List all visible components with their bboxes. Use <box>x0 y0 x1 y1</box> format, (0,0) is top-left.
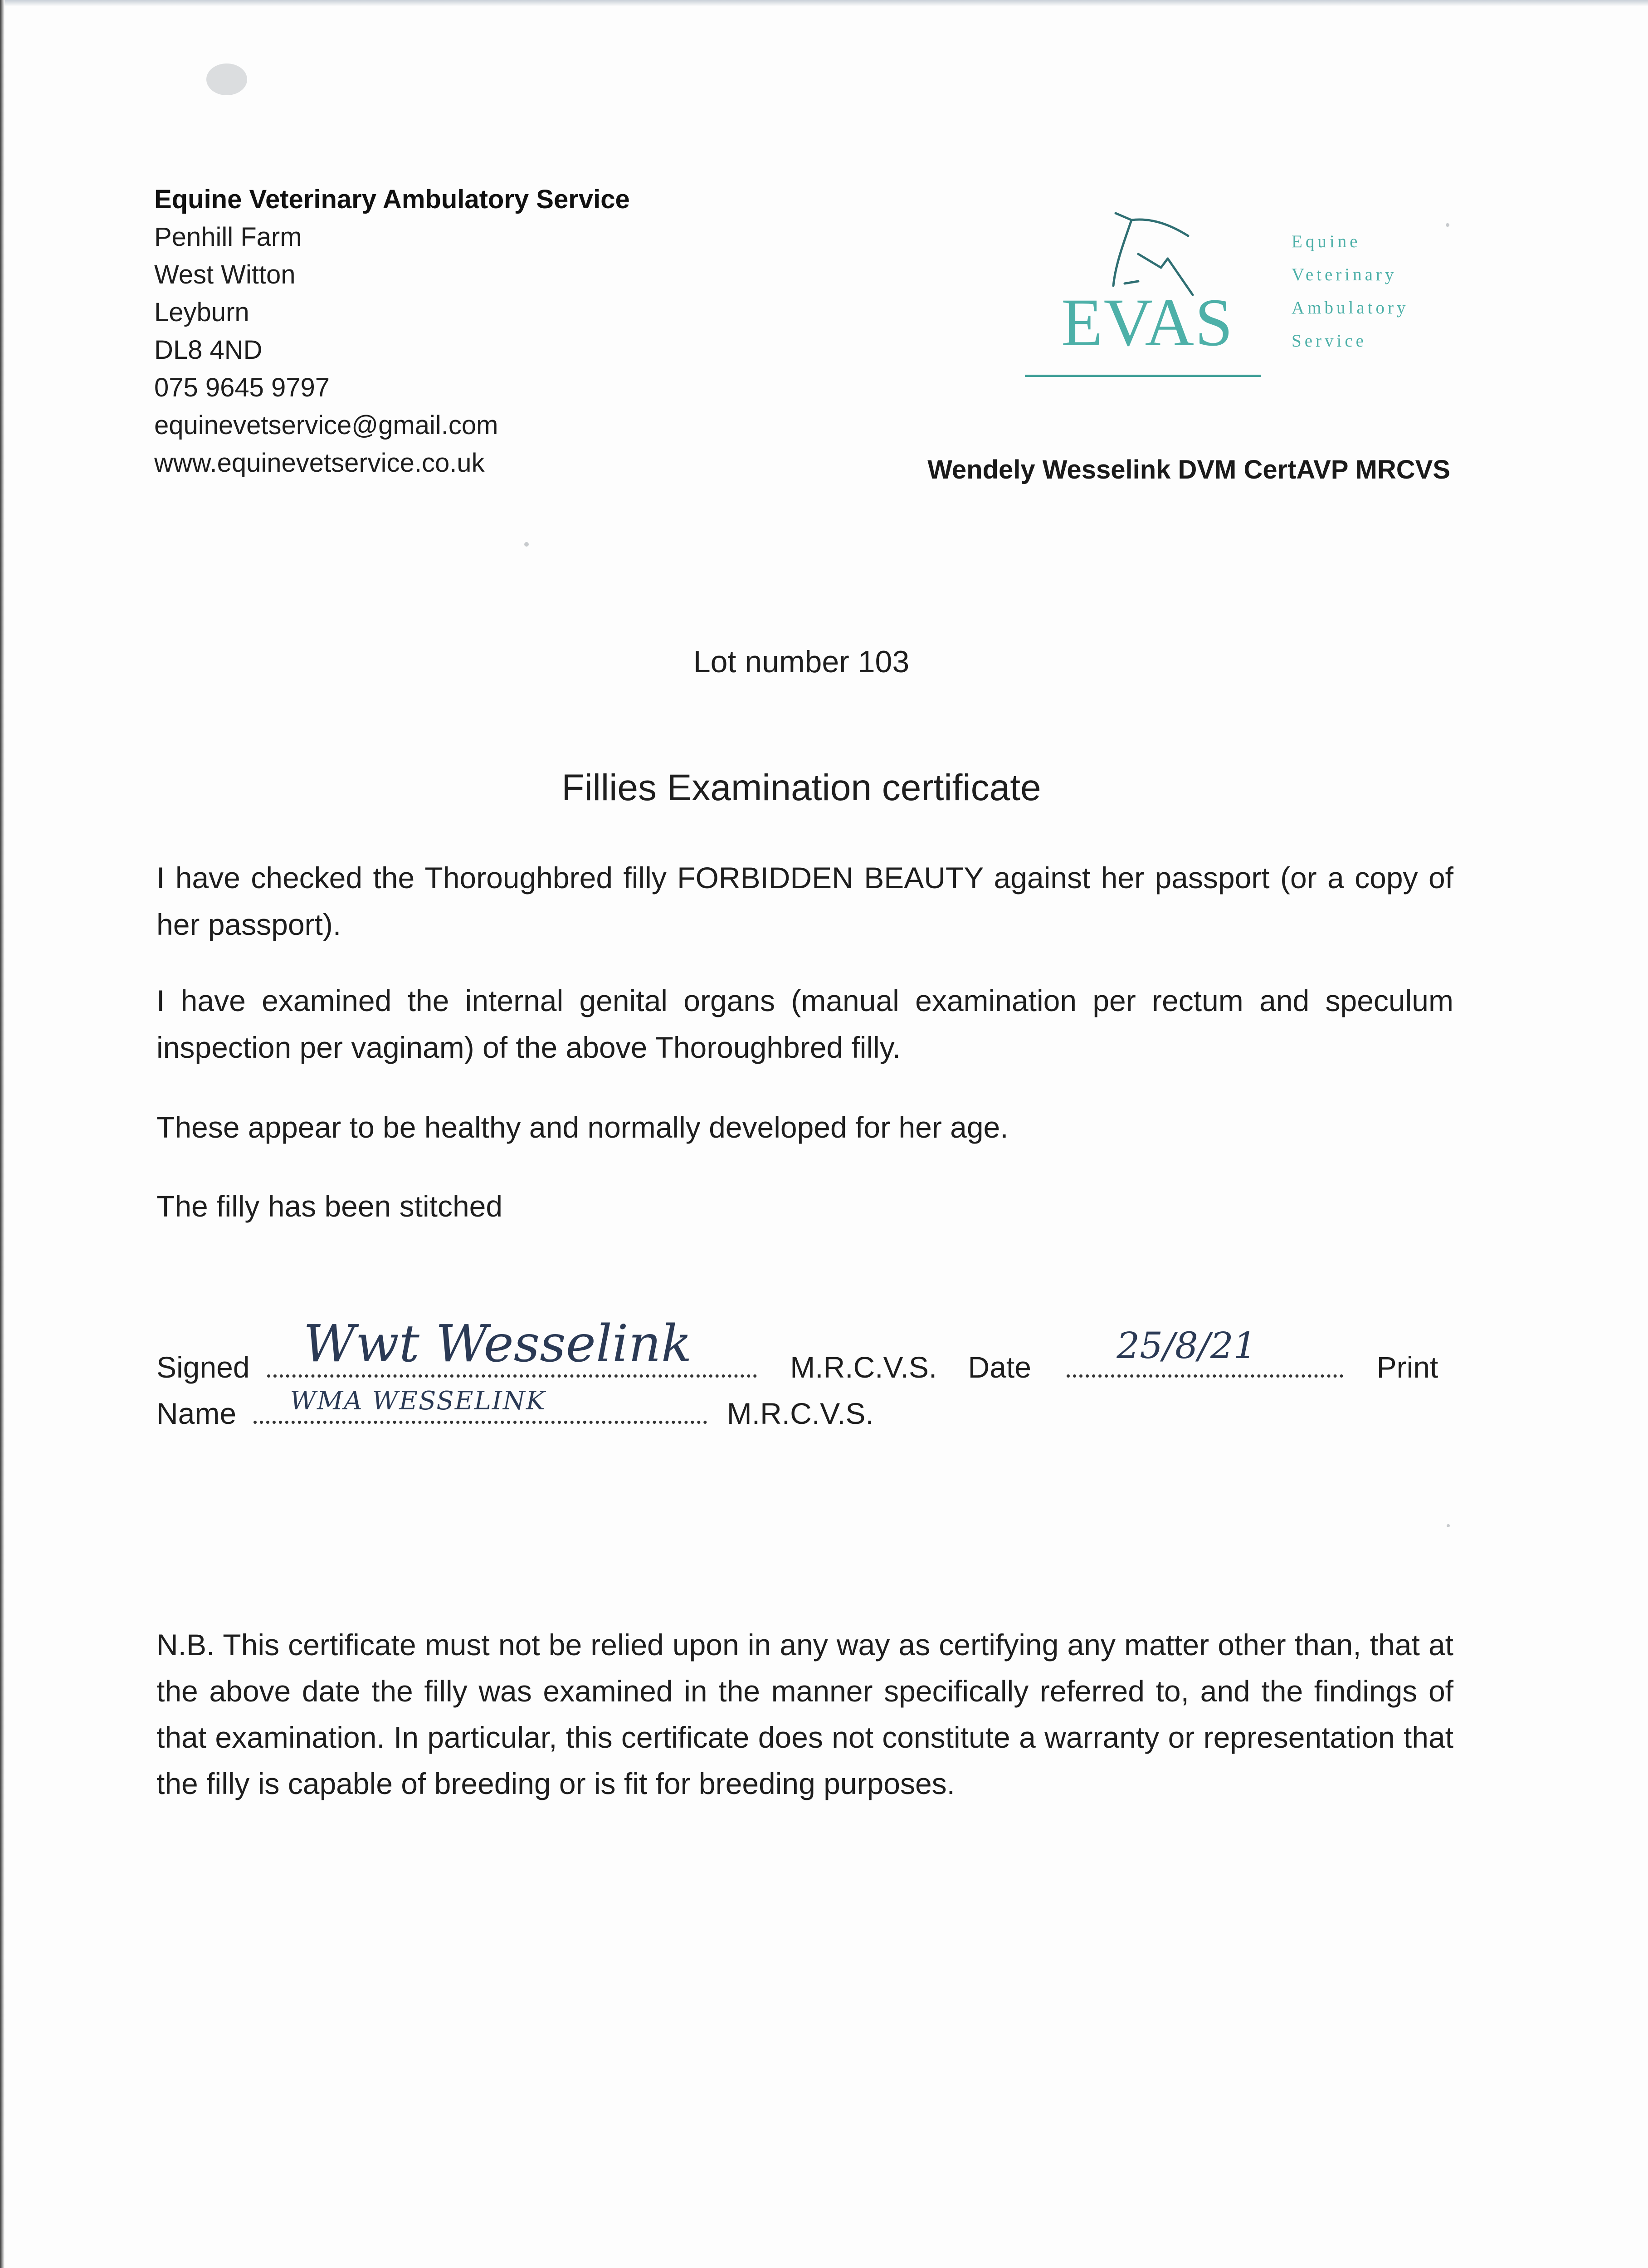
scan-edge-left <box>0 0 5 2268</box>
logo-word: Veterinary <box>1292 265 1397 284</box>
mrcvs-label: M.R.C.V.S. <box>790 1350 937 1384</box>
paragraph-findings: These appear to be healthy and normally developed for her age. <box>156 1110 1009 1144</box>
sender-organisation: Equine Veterinary Ambulatory Service <box>154 185 630 214</box>
name-line <box>156 1386 874 1431</box>
paragraph-examination: I have examined the internal genital organs (manual examination per rectum and speculum inspection per vaginam) of the above Thoroughbred filly. <box>156 984 1453 1064</box>
logo-word: Ambulatory <box>1292 298 1409 318</box>
scan-speck <box>524 542 529 547</box>
scan-speck <box>206 64 247 95</box>
handwritten-date: 25/8/21 <box>1117 1325 1257 1367</box>
name-label: Name <box>156 1397 237 1430</box>
scan-speck <box>1446 223 1449 227</box>
sender-address-block <box>154 181 630 482</box>
print-label: Print <box>1376 1350 1438 1384</box>
vet-name: Wendely Wesselink DVM CertAVP MRCVS <box>927 455 1450 484</box>
scan-speck <box>1447 1524 1450 1527</box>
handwritten-name: WMA WESSELINK <box>290 1386 546 1416</box>
sender-email: equinevetservice@gmail.com <box>154 411 498 440</box>
logo-wordmark <box>1292 225 1409 357</box>
date-field <box>1067 1325 1343 1378</box>
address-line: Leyburn <box>154 298 249 327</box>
sender-website: www.equinevetservice.co.uk <box>154 448 485 478</box>
date-label: Date <box>968 1350 1031 1384</box>
signature-field <box>267 1315 757 1378</box>
scan-edge-top <box>0 0 1648 6</box>
name-field <box>254 1386 707 1424</box>
sender-phone: 075 9645 9797 <box>154 373 330 402</box>
certificate-title: Fillies Examination certificate <box>561 767 1041 808</box>
lot-number: Lot number 103 <box>693 645 910 679</box>
logo-word: Service <box>1292 331 1367 351</box>
paragraph-stitched: The filly has been stitched <box>156 1189 503 1223</box>
signature-line <box>156 1315 1438 1384</box>
disclaimer: N.B. This certificate must not be relied upon in any way as certifying any matter other than, that at the above date the filly was examined in the manner specifically referred to, and the findings of that examination. In particular, this certificate does not constitute a warranty or representation that the filly is capable of breeding or is fit for breeding purposes. <box>156 1628 1453 1800</box>
address-line: West Witton <box>154 260 296 289</box>
address-line: Penhill Farm <box>154 222 302 252</box>
logo-underline <box>1025 375 1261 377</box>
handwritten-signature: Wwt Wesselink <box>303 1315 692 1374</box>
paragraph-passport-check: I have checked the Thoroughbred filly FORBIDDEN BEAUTY against her passport (or a copy of her passport). <box>156 861 1453 941</box>
mrcvs-label-2: M.R.C.V.S. <box>726 1397 874 1430</box>
evas-logo <box>1025 191 1442 390</box>
logo-abbreviation: EVAS <box>1061 285 1234 360</box>
signed-label: Signed <box>156 1350 250 1384</box>
address-line: DL8 4ND <box>154 335 263 365</box>
logo-word: Equine <box>1292 232 1361 251</box>
